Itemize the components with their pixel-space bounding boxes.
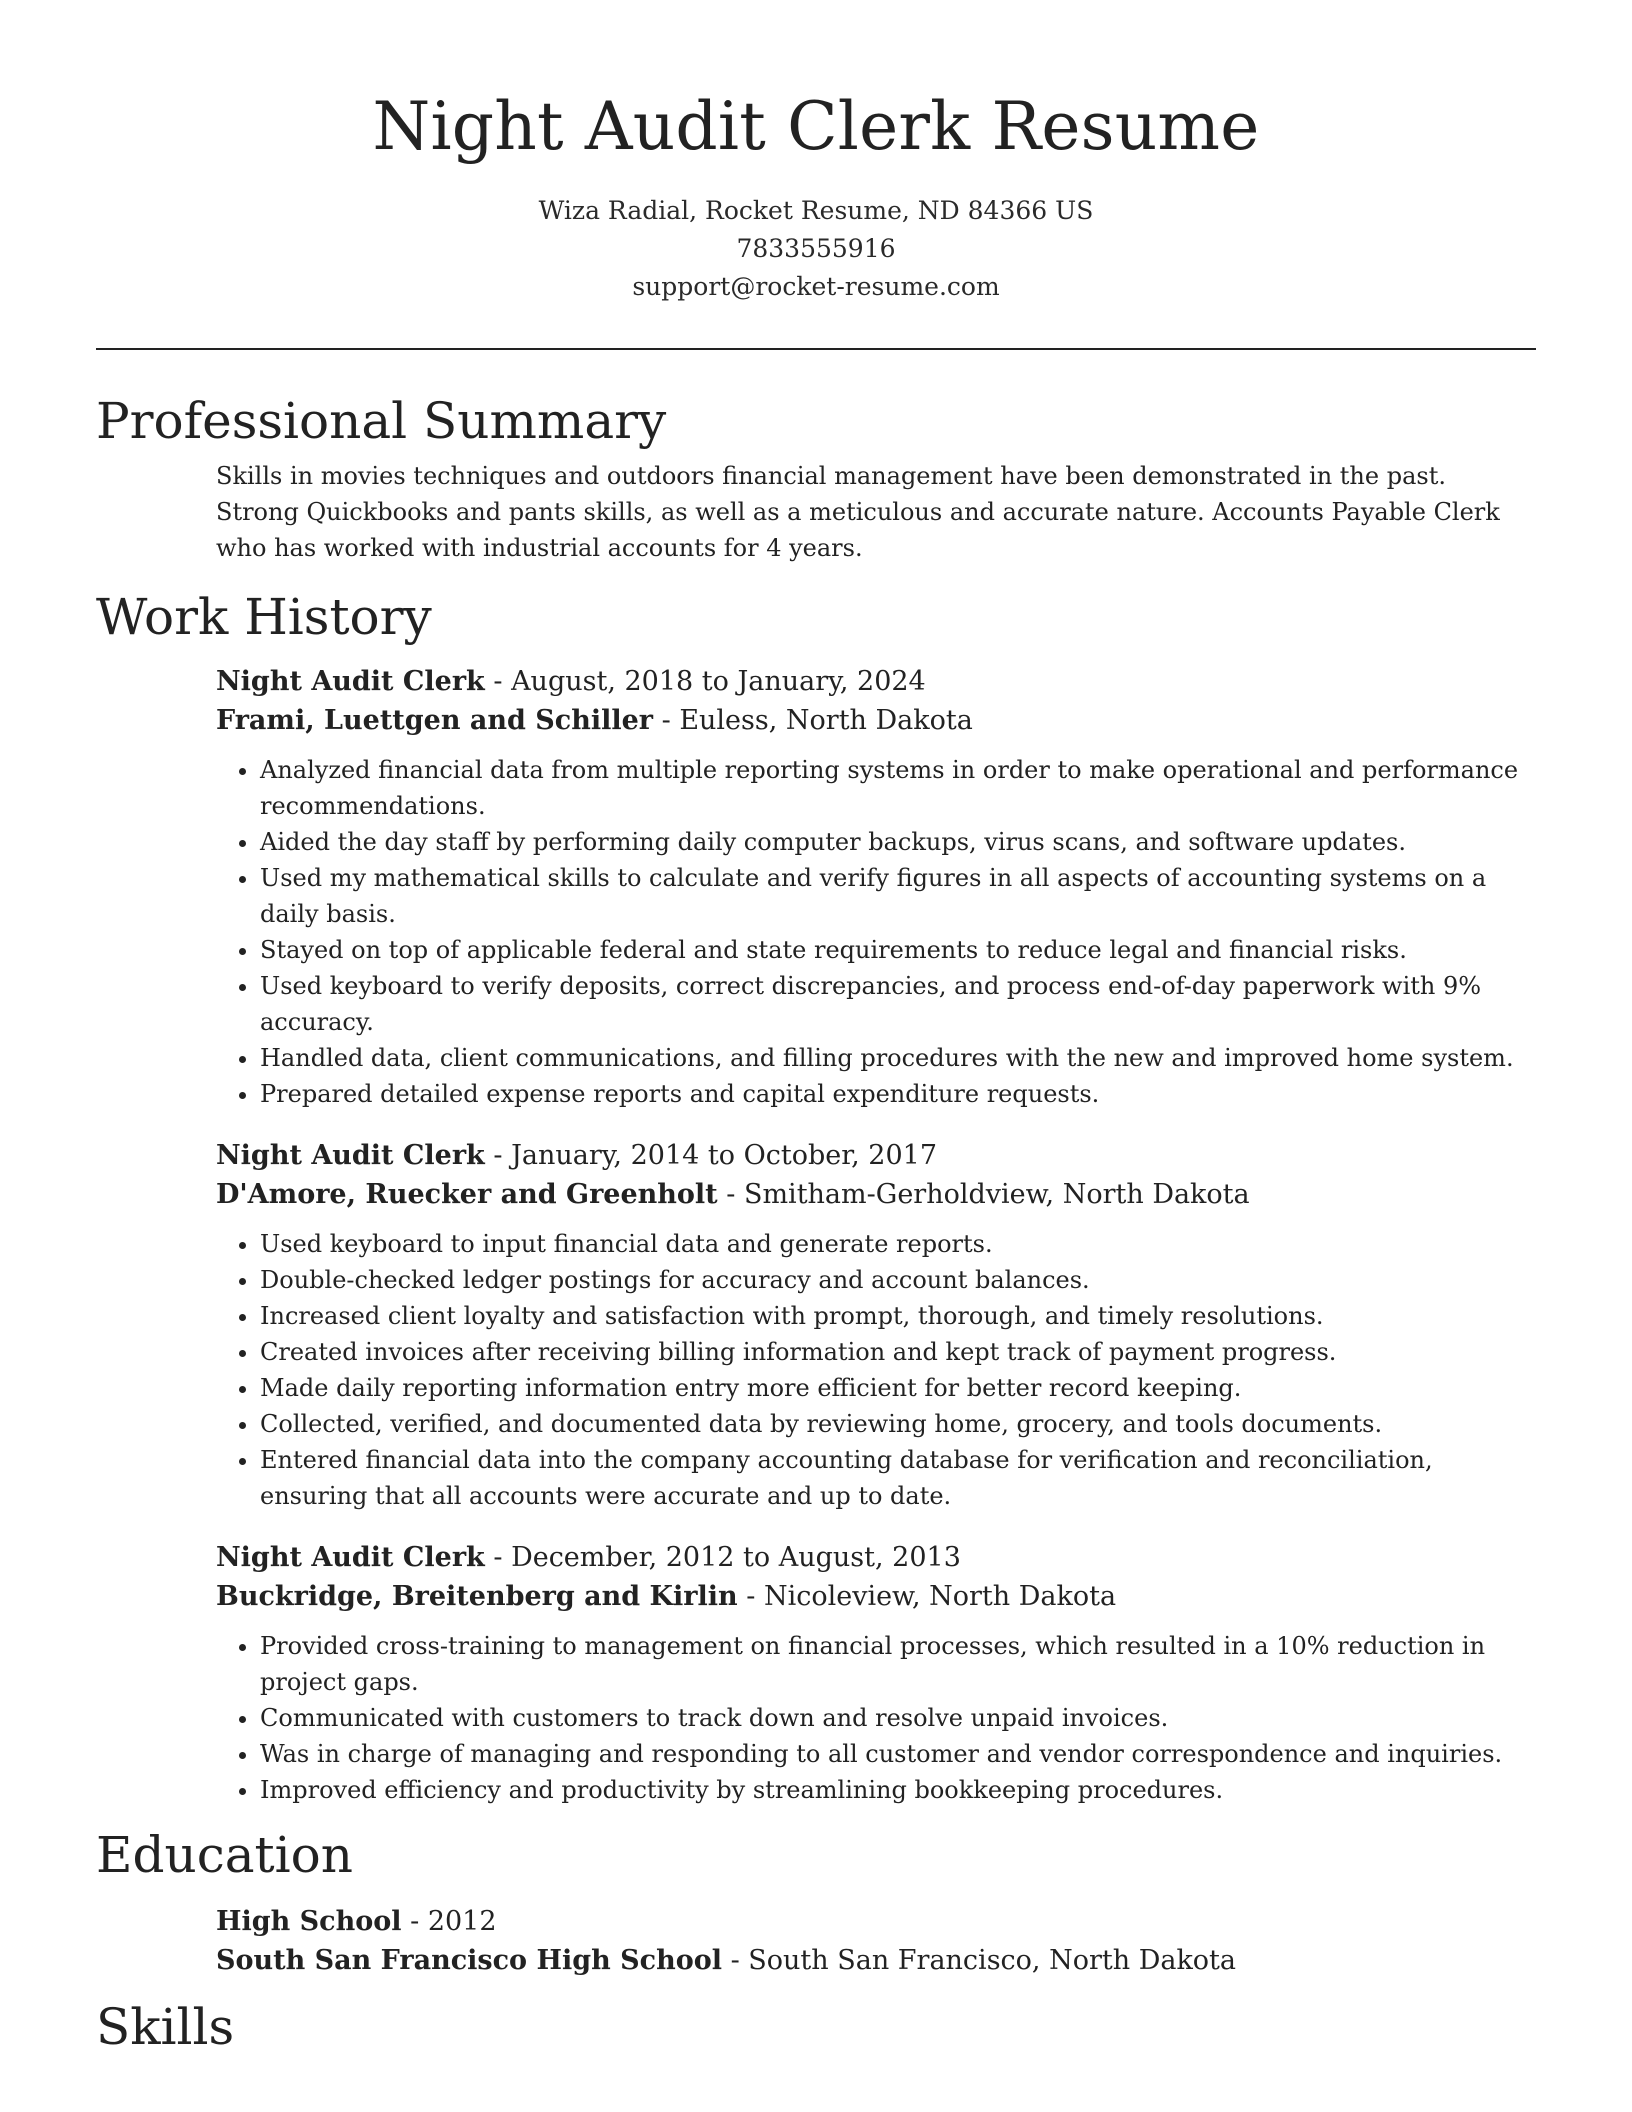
resume-header (96, 0, 1536, 306)
contact-info (96, 192, 1536, 306)
job-title-line (216, 1136, 1536, 1175)
job-company: Buckridge, Breitenberg and Kirlin (216, 1581, 738, 1612)
job-dates: August, 2018 to January, 2024 (511, 666, 926, 697)
list-item: • Communicated with customers to track down and resolve unpaid invoices. (260, 1700, 1536, 1736)
job-bullet-list (216, 752, 1536, 1112)
summary-heading: Professional Summary (96, 392, 667, 450)
job-entry (216, 1538, 1536, 1808)
list-item: • Improved efficiency and productivity by streamlining bookkeeping procedures. (260, 1772, 1536, 1808)
education-year: 2012 (427, 1906, 497, 1937)
job-dates: January, 2014 to October, 2017 (511, 1140, 938, 1171)
separator: - (653, 705, 680, 736)
job-entry (216, 662, 1536, 1112)
list-item: • Stayed on top of applicable federal and state requirements to reduce legal and financial risks. (260, 932, 1536, 968)
education-heading: Education (96, 1826, 353, 1884)
job-company: D'Amore, Ruecker and Greenholt (216, 1179, 718, 1210)
list-item: • Created invoices after receiving billing information and kept track of payment progress. (260, 1334, 1536, 1370)
job-bullet-list (216, 1628, 1536, 1808)
list-item: • Used keyboard to verify deposits, correct discrepancies, and process end-of-day paperwork with 9% accuracy. (260, 968, 1536, 1040)
resume-page (96, 0, 1536, 2060)
contact-email: support@rocket-resume.com (632, 272, 1000, 301)
list-item: • Aided the day staff by performing daily computer backups, virus scans, and software updates. (260, 824, 1536, 860)
education-degree-line (216, 1902, 1536, 1941)
education-section (96, 1822, 1536, 1980)
list-item: • Was in charge of managing and responding to all customer and vendor correspondence and inquiries. (260, 1736, 1536, 1772)
job-location: Nicoleview, North Dakota (763, 1581, 1117, 1612)
job-dates: December, 2012 to August, 2013 (511, 1542, 961, 1573)
education-location: South San Francisco, North Dakota (748, 1945, 1237, 1976)
list-item: • Used keyboard to input financial data and generate reports. (260, 1226, 1536, 1262)
job-location: Smitham-Gerholdview, North Dakota (743, 1179, 1250, 1210)
job-entry (216, 1136, 1536, 1514)
list-item: • Made daily reporting information entry more efficient for better record keeping. (260, 1370, 1536, 1406)
list-item: • Provided cross-training to management on financial processes, which resulted in a 10% reduction in project gaps. (260, 1628, 1536, 1700)
list-item: • Analyzed financial data from multiple reporting systems in order to make operational and performance recommendations. (260, 752, 1536, 824)
skills-section (96, 1994, 1536, 2060)
education-school: South San Francisco High School (216, 1945, 722, 1976)
job-bullet-list (216, 1226, 1536, 1514)
job-company-line (216, 701, 1536, 740)
separator: - (717, 1179, 744, 1210)
header-divider (96, 348, 1536, 350)
work-history-section (96, 584, 1536, 1808)
separator: - (721, 1945, 749, 1976)
page-title: Night Audit Clerk Resume (372, 88, 1260, 165)
job-location: Euless, North Dakota (679, 705, 973, 736)
education-school-line (216, 1941, 1536, 1980)
list-item: • Used my mathematical skills to calculate and verify figures in all aspects of accounting systems on a daily basis. (260, 860, 1536, 932)
summary-text: Skills in movies techniques and outdoors financial management have been demonstrated in the past. Strong Quickbooks and pants skills, as well as a meticulous and accurate nature. Accounts Payable Clerk who has worked with industrial accounts for 4 years. (216, 462, 1500, 562)
job-company-line (216, 1577, 1536, 1616)
list-item: • Double-checked ledger postings for accuracy and account balances. (260, 1262, 1536, 1298)
separator: - (401, 1906, 428, 1937)
separator: - (484, 666, 512, 697)
job-title: Night Audit Clerk (216, 1542, 485, 1573)
education-degree: High School (216, 1906, 402, 1937)
list-item: • Entered financial data into the company accounting database for verification and reconciliation, ensuring that all accounts were accurate and up to date. (260, 1442, 1536, 1514)
contact-address: Wiza Radial, Rocket Resume, ND 84366 US (538, 196, 1094, 225)
job-company: Frami, Luettgen and Schiller (216, 705, 654, 736)
contact-phone: 7833555916 (736, 234, 896, 263)
list-item: • Collected, verified, and documented data by reviewing home, grocery, and tools documents. (260, 1406, 1536, 1442)
job-title-line (216, 1538, 1536, 1577)
list-item: • Prepared detailed expense reports and capital expenditure requests. (260, 1076, 1536, 1112)
job-title-line (216, 662, 1536, 701)
job-title: Night Audit Clerk (216, 1140, 485, 1171)
separator: - (484, 1542, 512, 1573)
list-item: • Increased client loyalty and satisfaction with prompt, thorough, and timely resolutions. (260, 1298, 1536, 1334)
job-company-line (216, 1175, 1536, 1214)
separator: - (737, 1581, 764, 1612)
list-item: • Handled data, client communications, and filling procedures with the new and improved home system. (260, 1040, 1536, 1076)
job-title: Night Audit Clerk (216, 666, 485, 697)
work-history-heading: Work History (96, 588, 432, 646)
summary-section (96, 388, 1536, 566)
skills-heading: Skills (96, 1998, 235, 2056)
separator: - (484, 1140, 512, 1171)
